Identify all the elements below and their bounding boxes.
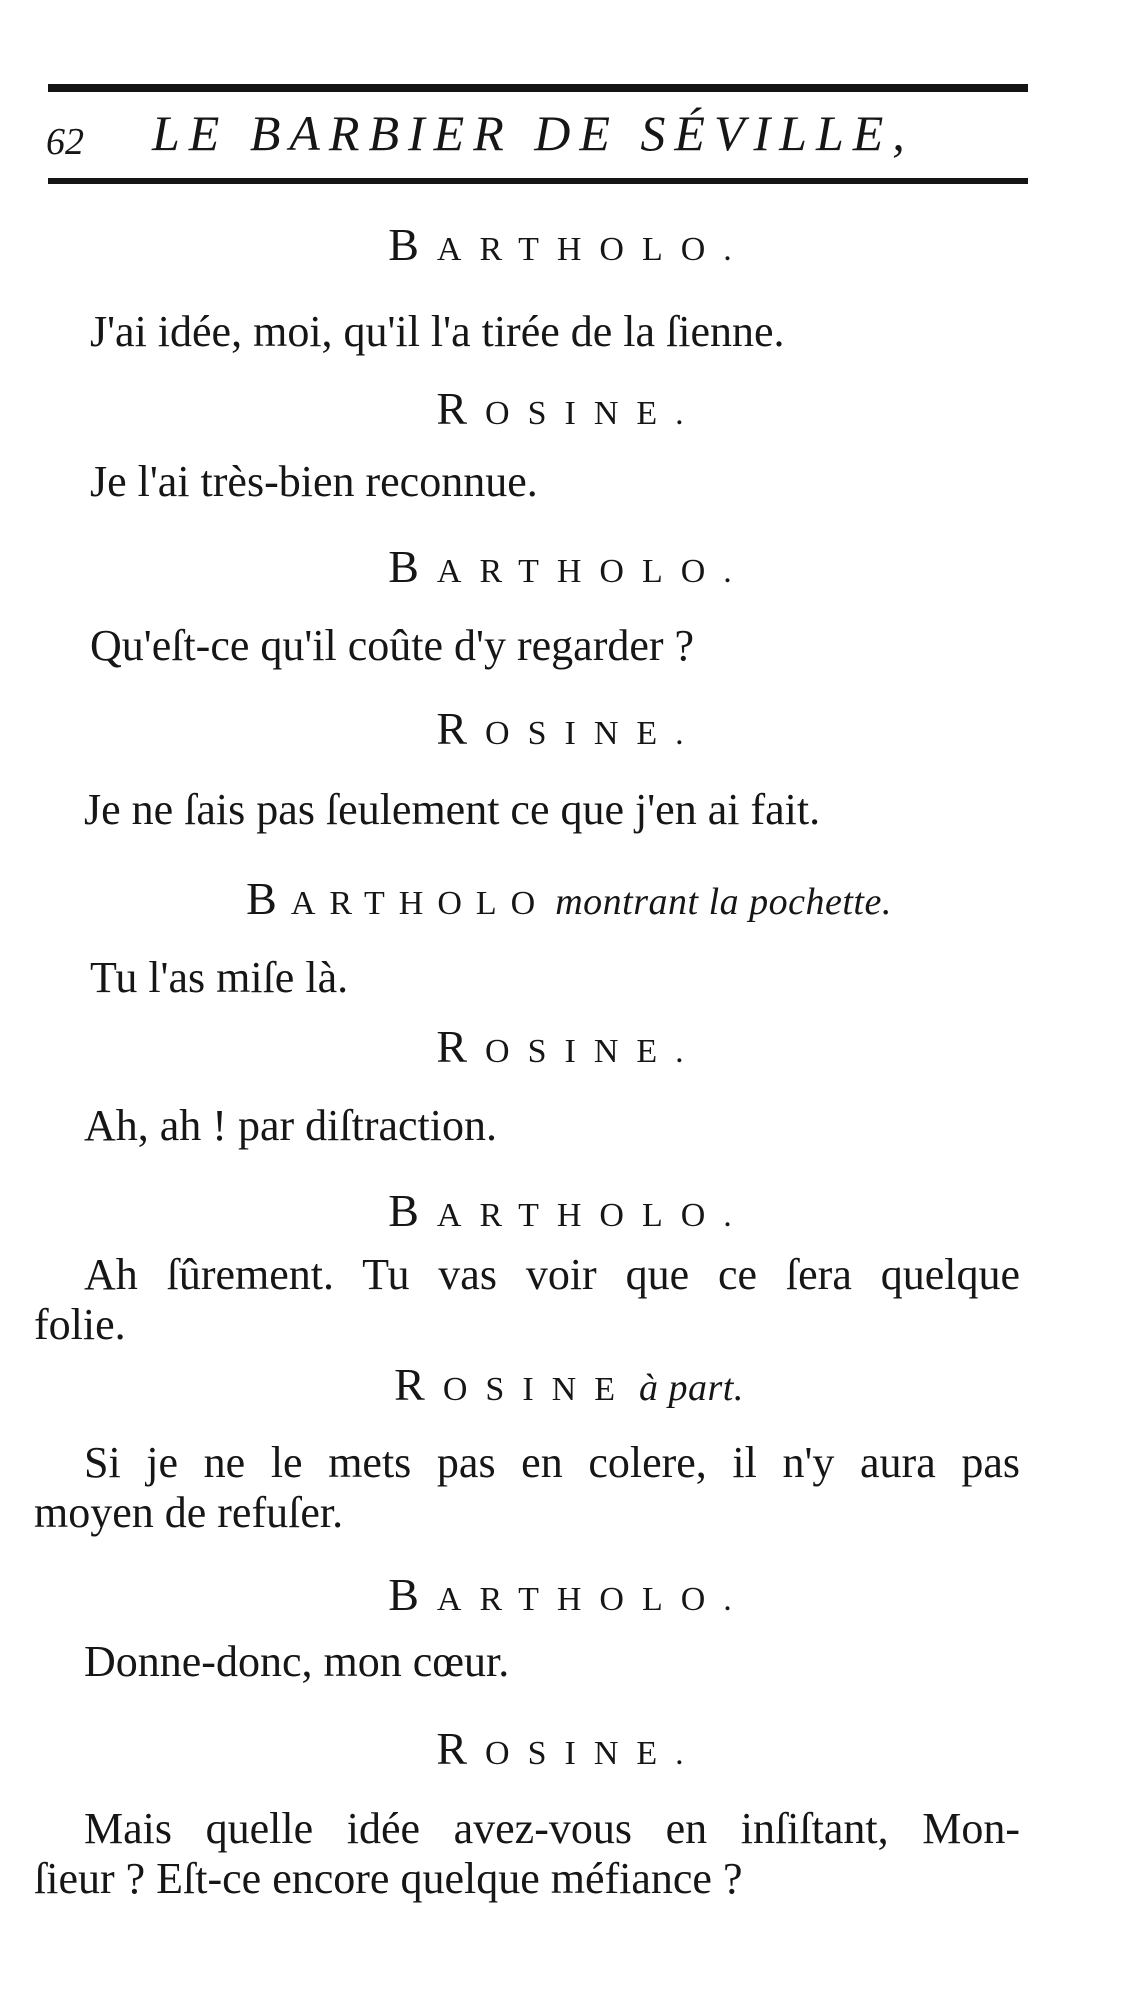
dialogue-line: folie. [34, 1300, 126, 1349]
dialogue-line: Ah ſûrement. Tu vas voir que ce ſera quelque [84, 1250, 1020, 1299]
speaker-with-direction [0, 872, 1138, 925]
dialogue-paragraph [34, 1250, 1020, 1350]
speaker-name: ROSINE [394, 1359, 633, 1410]
dialogue-line: moyen de refuſer. [34, 1488, 344, 1537]
dialogue-line: Tu l'as miſe là. [90, 953, 349, 1002]
speaker-name: BARTHOLO. [388, 1185, 750, 1236]
speaker-name: BARTHOLO. [388, 541, 750, 592]
speaker-name: ROSINE. [436, 1021, 702, 1072]
dialogue-line: ſieur ? Eſt-ce encore quelque méfiance ? [34, 1854, 743, 1903]
speaker-name: ROSINE. [436, 703, 702, 754]
running-title: LE BARBIER DE SÉVILLE, [152, 105, 914, 161]
dialogue-line: J'ai idée, moi, qu'il l'a tirée de la ſienne. [90, 307, 785, 356]
dialogue-paragraph [34, 1804, 1020, 1904]
dialogue-line: Si je ne le mets pas en colere, il n'y aura pas [84, 1438, 1020, 1487]
speaker-with-direction [0, 1358, 1138, 1411]
dialogue-line: Qu'eſt-ce qu'il coûte d'y regarder ? [90, 621, 695, 670]
speaker-name: BARTHOLO [246, 873, 550, 924]
stage-direction: montrant la pochette. [555, 881, 892, 923]
dialogue-line: Je l'ai très-bien reconnue. [90, 457, 538, 506]
dialogue-line: Ah, ah ! par diſtraction. [84, 1101, 497, 1150]
speaker-name: BARTHOLO. [388, 1569, 750, 1620]
dialogue-line: Donne-donc, mon cœur. [84, 1637, 510, 1686]
dialogue-paragraph [34, 1438, 1020, 1538]
speaker-name: ROSINE. [436, 383, 702, 434]
speaker-name: ROSINE. [436, 1723, 702, 1774]
dialogue-line: Mais quelle idée avez-vous en inſiſtant, Mon- [84, 1804, 1020, 1853]
page-number: 62 [46, 121, 84, 163]
header-rule-top [48, 84, 1028, 92]
header-rule-bottom [48, 178, 1028, 184]
dialogue-line: Je ne ſais pas ſeulement ce que j'en ai fait. [84, 785, 821, 834]
page-header [40, 104, 1040, 168]
speaker-name: BARTHOLO. [388, 219, 750, 270]
stage-direction: à part. [638, 1367, 744, 1409]
